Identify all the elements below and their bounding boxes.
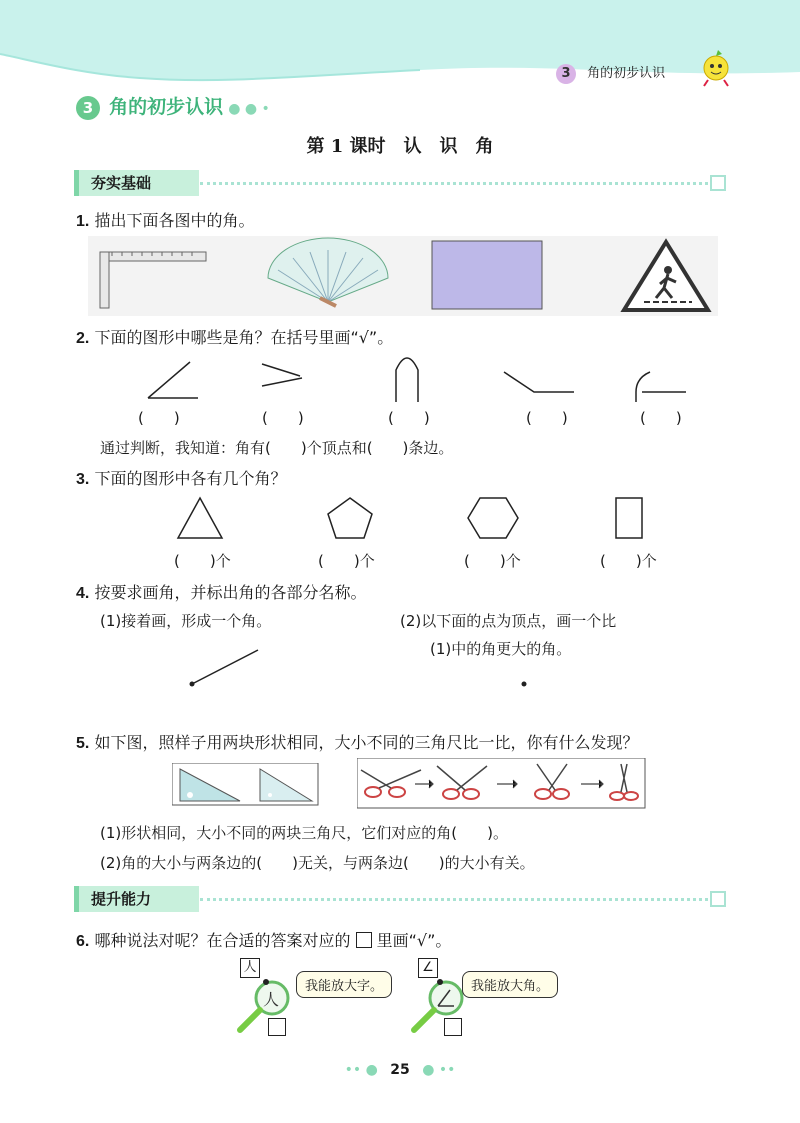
magnifier-left-icon [232, 976, 298, 1036]
q6-left-char-card: 人 [240, 958, 260, 978]
q2-figures [110, 352, 710, 408]
chapter-number-badge: 3 [556, 64, 576, 84]
rectangle-shape [616, 498, 642, 538]
q6-prompt [76, 928, 451, 951]
q1-text: 描出下面各图中的角。 [94, 211, 255, 230]
q5-text: 如下图，照样子用两块形状相同，大小不同的三角尺比一比，你有什么发现？ [94, 733, 639, 752]
q6-bubble-right: 我能放大角。 [462, 971, 558, 998]
section-divider [200, 182, 708, 185]
q3-text: 下面的图形中各有几个角？ [94, 469, 287, 488]
q1-prompt [76, 208, 254, 231]
page-dots-right: ● •• [422, 1062, 456, 1078]
section-basic: 夯实基础 [74, 170, 199, 196]
title-badge-text: 角的初步认识 [109, 96, 224, 118]
q4-part2-line2: (1)中的角更大的角。 [430, 640, 572, 658]
q3-figures [160, 494, 660, 544]
q3-blank-1[interactable]: ( )个 [174, 552, 231, 570]
q6-left-answer-box[interactable] [268, 1018, 286, 1036]
header-band [0, 0, 800, 90]
q6-right-char-card: ∠ [418, 958, 438, 978]
q2-blank-4[interactable]: ( ) [526, 409, 568, 427]
q6-text-after: 里画“√”。 [376, 931, 452, 950]
mascot-icon [690, 48, 740, 88]
q4-vertex-point[interactable] [516, 676, 532, 692]
q3-blank-2[interactable]: ( )个 [318, 552, 375, 570]
q5-answer-2: (2)角的大小与两条边的( )无关，与两条边( )的大小有关。 [100, 854, 535, 872]
q6-number: 6. [76, 933, 90, 950]
q1-figure-strip [88, 236, 718, 318]
q4-part1: (1)接着画，形成一个角。 [100, 612, 272, 630]
q6-bubble-left: 我能放大字。 [296, 971, 392, 998]
hexagon-shape [468, 498, 518, 538]
q2-fig-curve [636, 372, 686, 402]
section-advanced: 提升能力 [74, 886, 199, 912]
pentagon-shape [328, 498, 372, 538]
q2-prompt [76, 325, 393, 348]
q6-text-before: 哪种说法对呢？在合适的答案对应的 [94, 931, 351, 950]
svg-text:人: 人 [263, 990, 280, 1009]
q2-number: 2. [76, 330, 90, 347]
section-divider-2 [200, 898, 708, 901]
title-dots-decor: ● ● • [228, 101, 270, 117]
page-dots-left: •• ● [344, 1062, 378, 1078]
q5-triangle-rulers [172, 763, 320, 807]
q2-text: 下面的图形中哪些是角？在括号里画“√”。 [94, 328, 394, 347]
q2-fig-open-lines [262, 364, 302, 386]
q1-number: 1. [76, 213, 90, 230]
q5-scissors-sequence [357, 758, 647, 810]
rectangle-shape-icon [432, 241, 542, 309]
q2-fig-obtuse [504, 372, 574, 392]
triangle-shape [178, 498, 222, 538]
q4-part2-line1: (2)以下面的点为顶点，画一个比 [400, 612, 617, 630]
q5-number: 5. [76, 735, 90, 752]
q5-prompt [76, 730, 638, 753]
q2-fig-angle [148, 362, 198, 398]
q4-text: 按要求画角，并标出角的各部分名称。 [94, 583, 367, 602]
q4-ray-figure[interactable] [180, 640, 280, 696]
q2-blank-3[interactable]: ( ) [388, 409, 430, 427]
q2-blank-1[interactable]: ( ) [138, 409, 180, 427]
q3-number: 3. [76, 471, 90, 488]
q2-blank-5[interactable]: ( ) [640, 409, 682, 427]
page-number: 25 [390, 1062, 410, 1078]
q6-inline-box-icon [356, 932, 372, 948]
page-number-row [0, 1062, 800, 1078]
header-chapter-title: 角的初步认识 [587, 66, 666, 81]
q5-answer-1: (1)形状相同，大小不同的两块三角尺，它们对应的角( )。 [100, 824, 508, 842]
q2-blank-2[interactable]: ( ) [262, 409, 304, 427]
title-badge-number: 3 [76, 96, 100, 120]
q6-right-answer-box[interactable] [444, 1018, 462, 1036]
q4-prompt [76, 580, 366, 603]
q4-number: 4. [76, 585, 90, 602]
header-chapter [556, 62, 665, 84]
lesson-title: 第 1 课时 认 识 角 [306, 136, 494, 157]
q2-conclusion: 通过判断，我知道：角有( )个顶点和( )条边。 [100, 439, 454, 457]
q3-prompt [76, 466, 286, 489]
q3-blank-3[interactable]: ( )个 [464, 552, 521, 570]
q2-fig-arch [396, 358, 418, 402]
q3-blank-4[interactable]: ( )个 [600, 552, 657, 570]
section-divider-end-2 [710, 891, 726, 907]
section-divider-end [710, 175, 726, 191]
chapter-title-badge [76, 92, 270, 120]
